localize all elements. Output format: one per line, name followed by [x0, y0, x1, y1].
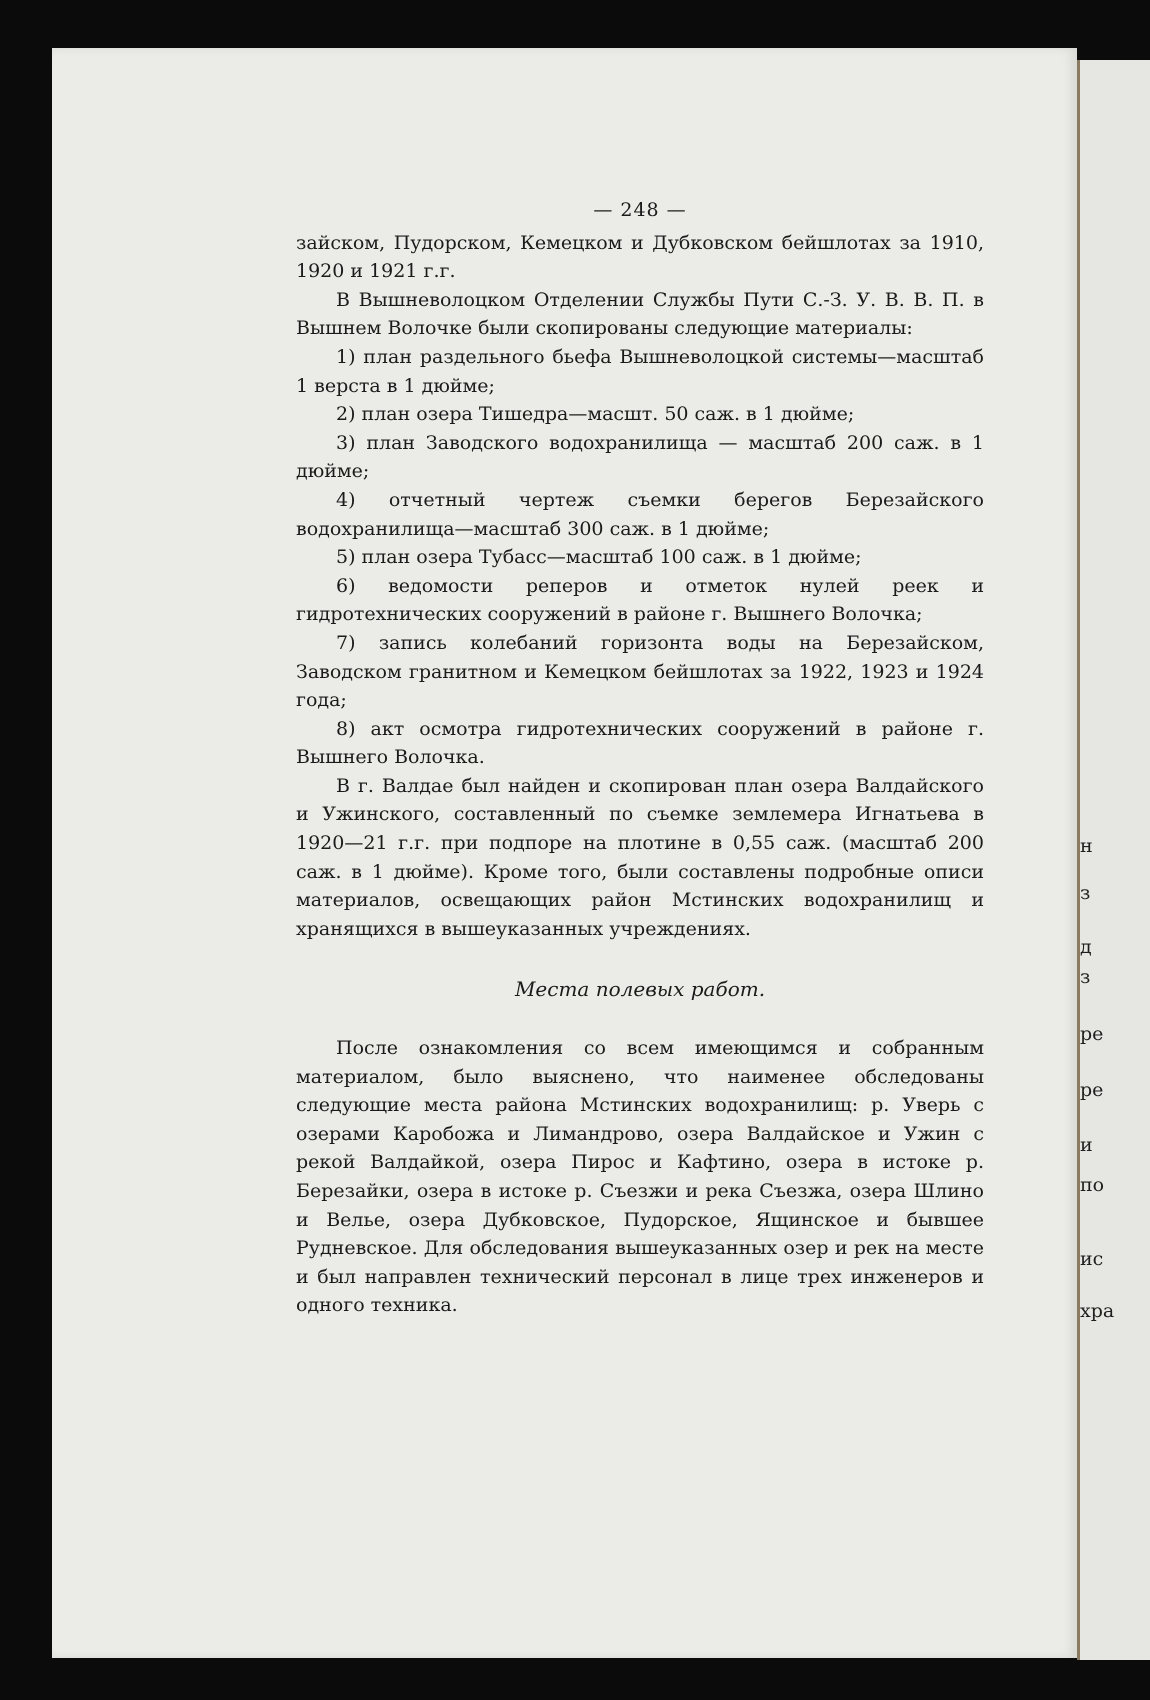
list-item: 6) ведомости реперов и отметок нулей реек и гидротехнических сооружений в районе г. Вышнего Волочка; — [296, 574, 984, 626]
page-number: — 248 — — [593, 199, 687, 221]
right-fragment: ре — [1080, 1023, 1104, 1045]
list-item: 8) акт осмотра гидротехнических сооружений в районе г. Вышнего Волочка. — [296, 717, 984, 769]
list-item: 3) план Заводского водохранилища — масштаб 200 саж. в 1 дюйме; — [296, 431, 984, 483]
right-fragment: з — [1080, 882, 1091, 904]
right-fragment: и — [1080, 1134, 1093, 1156]
list-item: 5) план озера Тубасс—масштаб 100 саж. в 1 дюйме; — [336, 546, 862, 569]
right-fragment: н — [1080, 835, 1093, 857]
right-fragment: д — [1080, 936, 1092, 958]
right-fragment: по — [1080, 1174, 1105, 1196]
right-fragment: хра — [1080, 1300, 1115, 1322]
paragraph: В г. Валдае был найден и скопирован план озера Валдайского и Ужинского, составленный по съемке землемера Игнатьева в 1920—21 г.г. при подпоре на плотине в 0,55 саж. (масштаб 200 саж. в 1 дюйме). Кроме того, были составлены подробные описи материалов, освещающих район Мстинских водохранилищ и хранящихся в вышеуказанных учреждениях. — [296, 774, 984, 940]
right-page-text-fragments — [1080, 60, 1150, 1660]
list-item: 1) план раздельного бьефа Вышневолоцкой системы—масштаб 1 верста в 1 дюйме; — [296, 345, 984, 397]
paragraph: В Вышневолоцком Отделении Службы Пути С.-З. У. В. В. П. в Вышнем Волочке были скопированы следующие материалы: — [296, 288, 984, 340]
right-fragment: ре — [1080, 1079, 1104, 1101]
page-text — [296, 196, 984, 1320]
paragraph: зайском, Пудорском, Кемецком и Дубковском бейшлотах за 1910, 1920 и 1921 г.г. — [296, 231, 984, 283]
list-item: 2) план озера Тишедра—масшт. 50 саж. в 1 дюйме; — [336, 403, 855, 426]
list-item: 7) запись колебаний горизонта воды на Березайском, Заводском гранитном и Кемецком бейшлотах за 1922, 1923 и 1924 года; — [296, 631, 984, 712]
right-fragment: з — [1080, 966, 1091, 988]
list-item: 4) отчетный чертеж съемки берегов Березайского водохранилища—масштаб 300 саж. в 1 дюйме; — [296, 488, 984, 540]
section-heading: Места полевых работ. — [514, 977, 766, 1002]
right-page — [1077, 60, 1150, 1660]
right-fragment: ис — [1080, 1248, 1104, 1270]
paragraph: После ознакомления со всем имеющимся и собранным материалом, было выяснено, что наименее обследованы следующие места района Мстинских водохранилищ: р. Уверь с озерами Каробожа и Лимандрово, озера Валдайское и Ужин с рекой Валдайкой, озера Пирос и Кафтино, озера в истоке р. Березайки, озера в истоке р. Съезжи и река Съезжа, озера Шлино и Велье, озера Дубковское, Пудорское, Ящинское и бывшее Рудневское. Для обследования вышеуказанных озер и рек на месте и был направлен технический персонал в лице трех инженеров и одного техника. — [296, 1037, 984, 1317]
